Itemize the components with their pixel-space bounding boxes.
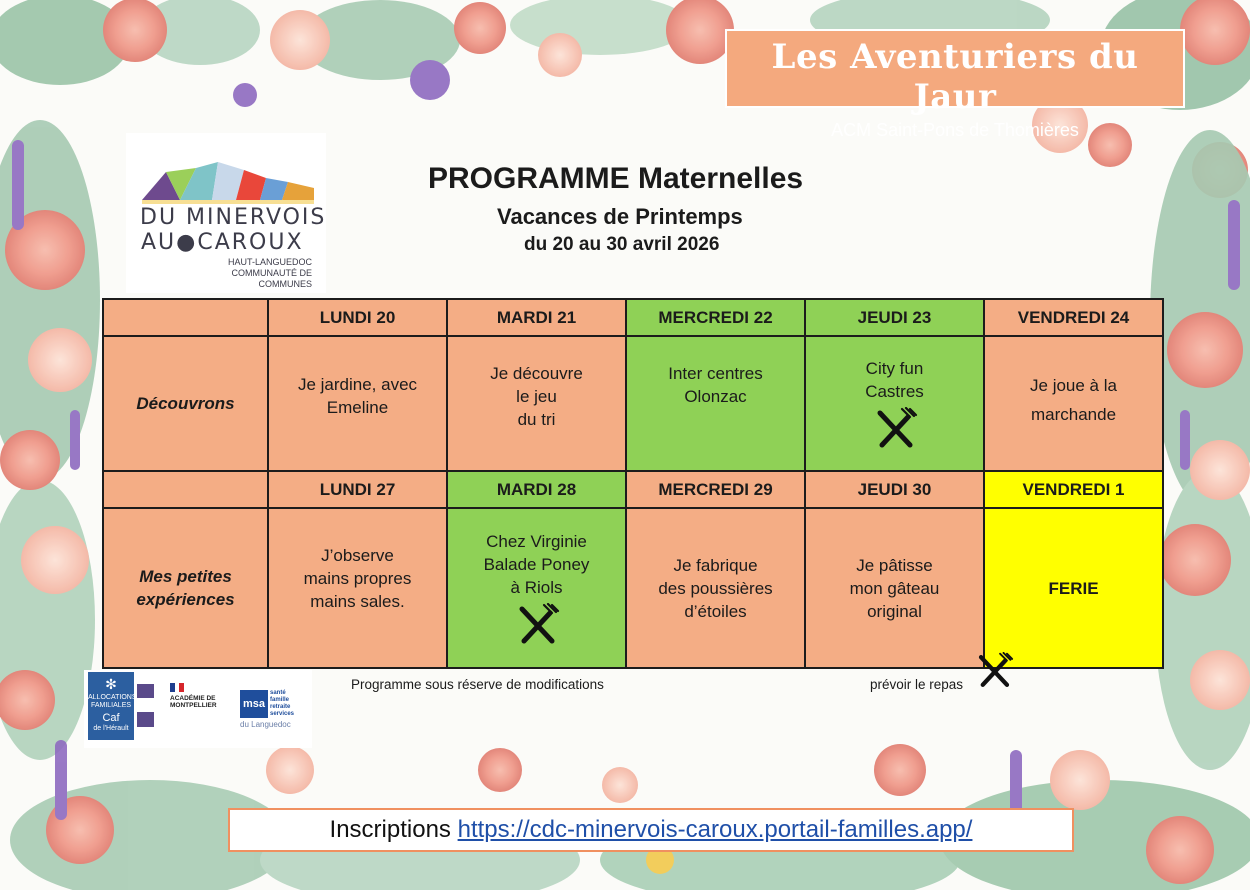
academie-text: ACADÉMIE DE MONTPELLIER <box>170 695 217 709</box>
week1-header-row <box>103 299 1163 336</box>
day-header: MERCREDI 22 <box>626 299 805 336</box>
activity-cell <box>268 336 447 471</box>
activity-cell <box>984 508 1163 668</box>
inscriptions-label: Inscriptions <box>329 816 458 843</box>
activity-cell <box>626 508 805 668</box>
row-label-line: Mes petites <box>139 567 232 586</box>
partner-mini-logo-icon <box>137 684 154 698</box>
reserve-note: Programme sous réserve de modifications <box>351 677 604 692</box>
cutlery-icon <box>514 603 560 647</box>
activity-line: City fun <box>865 358 924 378</box>
activity-line: des poussières <box>658 578 773 598</box>
cutlery-icon <box>974 652 1014 690</box>
day-header: VENDREDI 1 <box>984 471 1163 508</box>
header-subtitle: ACM Saint-Pons de Thomières <box>831 120 1079 140</box>
table-corner <box>103 471 268 508</box>
msa-line: famille <box>270 697 290 703</box>
activity-cell <box>626 336 805 471</box>
ferie-label: FERIE <box>1048 578 1099 598</box>
cutlery-icon <box>872 407 918 451</box>
activity-line: Je jardine, avec <box>297 374 418 394</box>
week2-activity-row <box>103 508 1163 668</box>
activity-line: Castres <box>865 381 924 401</box>
row-label-line: expériences <box>136 590 235 609</box>
caf-logo <box>88 672 137 740</box>
row-label <box>103 508 268 668</box>
caf-emblem-icon: ✻ <box>105 676 117 692</box>
meal-note: prévoir le repas <box>870 677 964 692</box>
program-dates: du 20 au 30 avril 2026 <box>524 234 720 255</box>
week1-activity-row <box>103 336 1163 471</box>
day-header: JEUDI 23 <box>805 299 984 336</box>
activity-cell <box>268 508 447 668</box>
activity-line: Emeline <box>326 397 389 417</box>
activity-line: Chez Virginie <box>486 531 587 551</box>
activity-line: Je joue à la <box>1030 375 1117 395</box>
day-header: LUNDI 27 <box>268 471 447 508</box>
day-header: LUNDI 20 <box>268 299 447 336</box>
activity-line: d’étoiles <box>684 601 747 621</box>
day-header: MARDI 21 <box>447 299 626 336</box>
msa-line: santé <box>270 690 286 696</box>
activity-cell <box>984 336 1163 471</box>
activity-line: mains propres <box>303 568 412 588</box>
activity-line: le jeu <box>516 387 557 406</box>
partner-mini-logo-icon <box>137 712 154 727</box>
activity-line: marchande <box>1030 404 1117 424</box>
activity-line: J’observe <box>321 545 394 565</box>
program-title: PROGRAMME Maternelles <box>428 162 804 195</box>
logo-text-line1: DU MINERVOIS <box>140 205 327 230</box>
activity-line: mains sales. <box>310 591 405 611</box>
french-flag-icon <box>170 683 184 692</box>
logo-subtext-2: COMMUNAUTÉ DE COMMUNES <box>231 268 312 289</box>
row-label: Découvrons <box>103 336 268 471</box>
activity-line: à Riols <box>510 577 563 597</box>
activity-line: Balade Poney <box>483 554 590 574</box>
activity-line: Je fabrique <box>673 555 758 575</box>
day-header: VENDREDI 24 <box>984 299 1163 336</box>
activity-cell <box>805 508 984 668</box>
activity-line: original <box>867 601 922 621</box>
week2-header-row <box>103 471 1163 508</box>
activity-line: Inter centres <box>668 363 763 383</box>
day-header: MERCREDI 29 <box>626 471 805 508</box>
logo-subtext-1: HAUT-LANGUEDOC <box>227 257 312 267</box>
caf-top-text: ALLOCATIONS FAMILIALES <box>88 694 137 709</box>
activity-cell <box>805 336 984 471</box>
logo-text-line2: AU●CAROUX <box>141 230 304 255</box>
registration-link[interactable]: https://cdc-minervois-caroux.portail-familles.app/ <box>457 816 973 843</box>
msa-logo: msa <box>240 690 268 718</box>
activity-cell <box>447 508 626 668</box>
schedule-table <box>102 298 1164 669</box>
day-header: MARDI 28 <box>447 471 626 508</box>
header-box <box>725 29 1185 140</box>
program-subtitle: Vacances de Printemps <box>497 204 743 229</box>
msa-subtext: du Languedoc <box>240 720 291 729</box>
header-title: Les Aventuriers du Jaur <box>771 37 1139 117</box>
day-header: JEUDI 30 <box>805 471 984 508</box>
table-corner <box>103 299 268 336</box>
inscriptions-box <box>228 808 1074 852</box>
caf-name: Caf <box>102 712 120 724</box>
activity-line: Je pâtisse <box>856 555 933 575</box>
activity-line: Olonzac <box>684 386 747 406</box>
academie-logo <box>170 695 232 709</box>
activity-line: Je découvre <box>490 364 583 383</box>
activity-line: du tri <box>517 410 556 429</box>
activity-cell <box>447 336 626 471</box>
activity-line: mon gâteau <box>849 578 940 598</box>
logo-text-line3 <box>195 257 312 290</box>
msa-text <box>270 690 294 718</box>
msa-line: services <box>270 711 295 717</box>
msa-line: retraite <box>270 704 291 710</box>
caf-sub: de l'Hérault <box>93 725 129 732</box>
